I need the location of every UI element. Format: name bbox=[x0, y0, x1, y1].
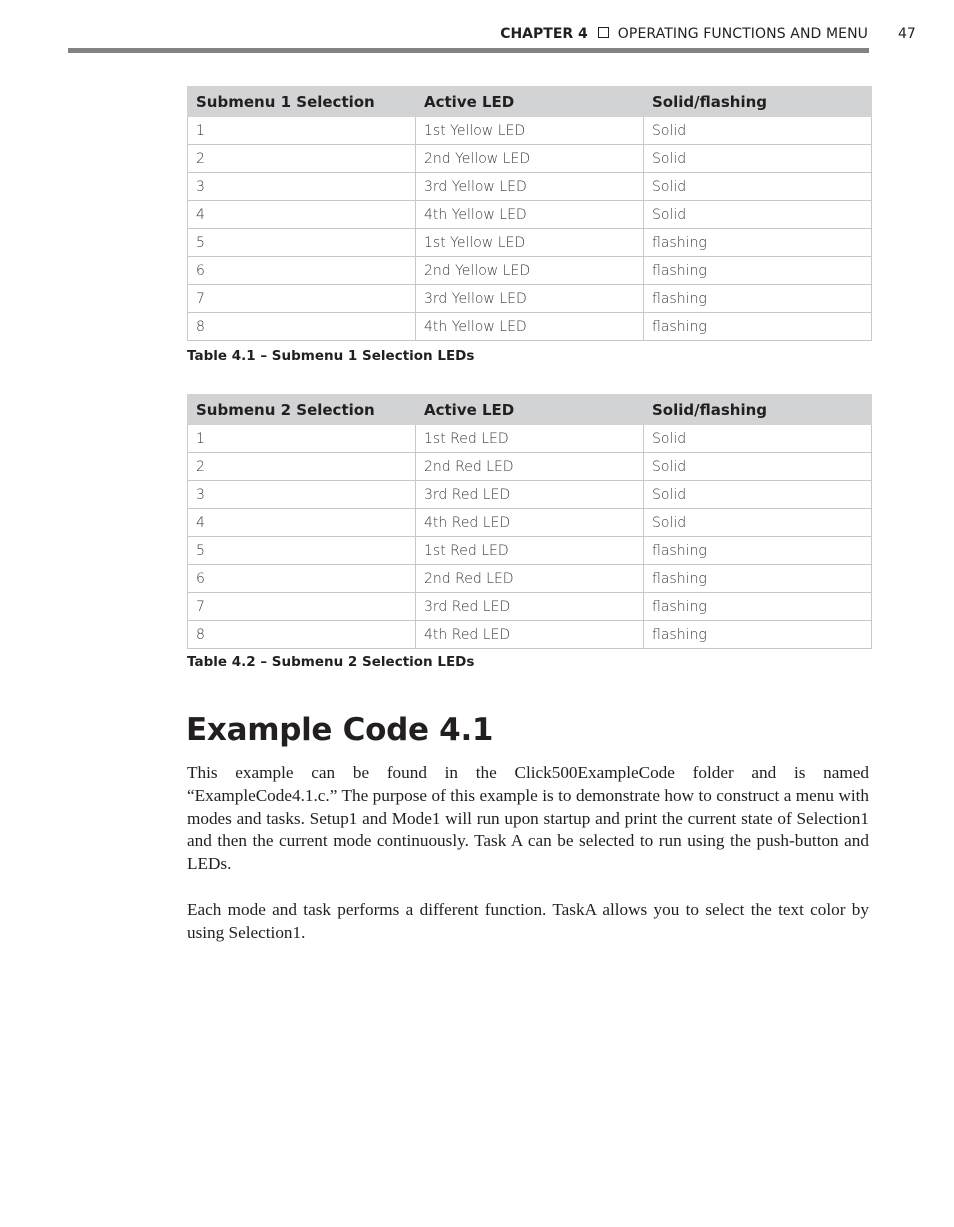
table-cell: 3rd Red LED bbox=[416, 593, 644, 621]
table-cell: 7 bbox=[188, 285, 416, 313]
table-row bbox=[188, 537, 872, 565]
table-cell: 4th Red LED bbox=[416, 509, 644, 537]
table-row bbox=[188, 313, 872, 341]
section-heading: Example Code 4.1 bbox=[186, 712, 494, 748]
table-cell: flashing bbox=[644, 285, 872, 313]
table-cell: 8 bbox=[188, 621, 416, 649]
table-cell: flashing bbox=[644, 565, 872, 593]
table-cell: 1 bbox=[188, 425, 416, 453]
table-cell: 4th Yellow LED bbox=[416, 313, 644, 341]
table-cell: 5 bbox=[188, 229, 416, 257]
column-header: Active LED bbox=[416, 395, 644, 425]
table-cell: Solid bbox=[644, 117, 872, 145]
page-number: 47 bbox=[898, 26, 916, 42]
table-cell: 4 bbox=[188, 201, 416, 229]
table-row bbox=[188, 229, 872, 257]
table-cell: 1st Red LED bbox=[416, 537, 644, 565]
column-header: Active LED bbox=[416, 87, 644, 117]
table-row bbox=[188, 481, 872, 509]
table-row bbox=[188, 509, 872, 537]
table-cell: Solid bbox=[644, 509, 872, 537]
table-cell: 1st Yellow LED bbox=[416, 229, 644, 257]
table-cell: flashing bbox=[644, 257, 872, 285]
table-cell: 3rd Red LED bbox=[416, 481, 644, 509]
table-cell: flashing bbox=[644, 593, 872, 621]
table-cell: 2 bbox=[188, 145, 416, 173]
table-row bbox=[188, 201, 872, 229]
running-header bbox=[68, 26, 868, 48]
table-cell: flashing bbox=[644, 621, 872, 649]
body-paragraph: This example can be found in the Click500ExampleCode folder and is named “ExampleCode4.1.c.” The purpose of this example is to demonstrate how to construct a menu with modes and tasks. Setup1 and Mode1 will run upon startup and print the current state of Selection1 and then the current mode continuously. Task A can be selected to run using the push-button and LEDs. bbox=[187, 763, 869, 874]
column-header: Submenu 1 Selection bbox=[188, 87, 416, 117]
table-cell: Solid bbox=[644, 201, 872, 229]
table-cell: 2nd Yellow LED bbox=[416, 257, 644, 285]
table-header-row bbox=[188, 395, 872, 425]
table-cell: Solid bbox=[644, 481, 872, 509]
table-cell: Solid bbox=[644, 173, 872, 201]
table-cell: 2nd Red LED bbox=[416, 453, 644, 481]
table-row bbox=[188, 173, 872, 201]
column-header: Solid/flashing bbox=[644, 395, 872, 425]
table-cell: 3rd Yellow LED bbox=[416, 285, 644, 313]
table-row bbox=[188, 145, 872, 173]
separator-box-icon bbox=[598, 27, 609, 38]
table-cell: 5 bbox=[188, 537, 416, 565]
led-table-submenu-2 bbox=[187, 394, 872, 649]
table-cell: Solid bbox=[644, 145, 872, 173]
section-label: OPERATING FUNCTIONS AND MENU bbox=[617, 26, 868, 42]
table-cell: Solid bbox=[644, 425, 872, 453]
table-cell: 2 bbox=[188, 453, 416, 481]
table-cell: 3 bbox=[188, 173, 416, 201]
table-cell: 4 bbox=[188, 509, 416, 537]
table-cell: 3rd Yellow LED bbox=[416, 173, 644, 201]
chapter-label: CHAPTER 4 bbox=[500, 26, 588, 42]
table-caption: Table 4.2 – Submenu 2 Selection LEDs bbox=[187, 654, 475, 670]
body-paragraph: Each mode and task performs a different function. TaskA allows you to select the text color by using Selection1. bbox=[187, 900, 869, 942]
table-cell: 1st Yellow LED bbox=[416, 117, 644, 145]
table-cell: flashing bbox=[644, 313, 872, 341]
header-rule bbox=[68, 48, 869, 53]
table-cell: Solid bbox=[644, 453, 872, 481]
table-cell: flashing bbox=[644, 229, 872, 257]
table-cell: 2nd Red LED bbox=[416, 565, 644, 593]
table-row bbox=[188, 117, 872, 145]
table-cell: 6 bbox=[188, 257, 416, 285]
table-row bbox=[188, 425, 872, 453]
table-cell: 8 bbox=[188, 313, 416, 341]
column-header: Solid/flashing bbox=[644, 87, 872, 117]
table-cell: flashing bbox=[644, 537, 872, 565]
table-cell: 2nd Yellow LED bbox=[416, 145, 644, 173]
column-header: Submenu 2 Selection bbox=[188, 395, 416, 425]
table-caption: Table 4.1 – Submenu 1 Selection LEDs bbox=[187, 348, 475, 364]
table-row bbox=[188, 621, 872, 649]
table-header-row bbox=[188, 87, 872, 117]
table-row bbox=[188, 593, 872, 621]
table-cell: 1st Red LED bbox=[416, 425, 644, 453]
table-row bbox=[188, 565, 872, 593]
led-table-submenu-1 bbox=[187, 86, 872, 341]
table-row bbox=[188, 453, 872, 481]
table-cell: 3 bbox=[188, 481, 416, 509]
table-cell: 4th Yellow LED bbox=[416, 201, 644, 229]
table-row bbox=[188, 285, 872, 313]
table-row bbox=[188, 257, 872, 285]
table-cell: 7 bbox=[188, 593, 416, 621]
table-cell: 6 bbox=[188, 565, 416, 593]
table-cell: 4th Red LED bbox=[416, 621, 644, 649]
table-cell: 1 bbox=[188, 117, 416, 145]
